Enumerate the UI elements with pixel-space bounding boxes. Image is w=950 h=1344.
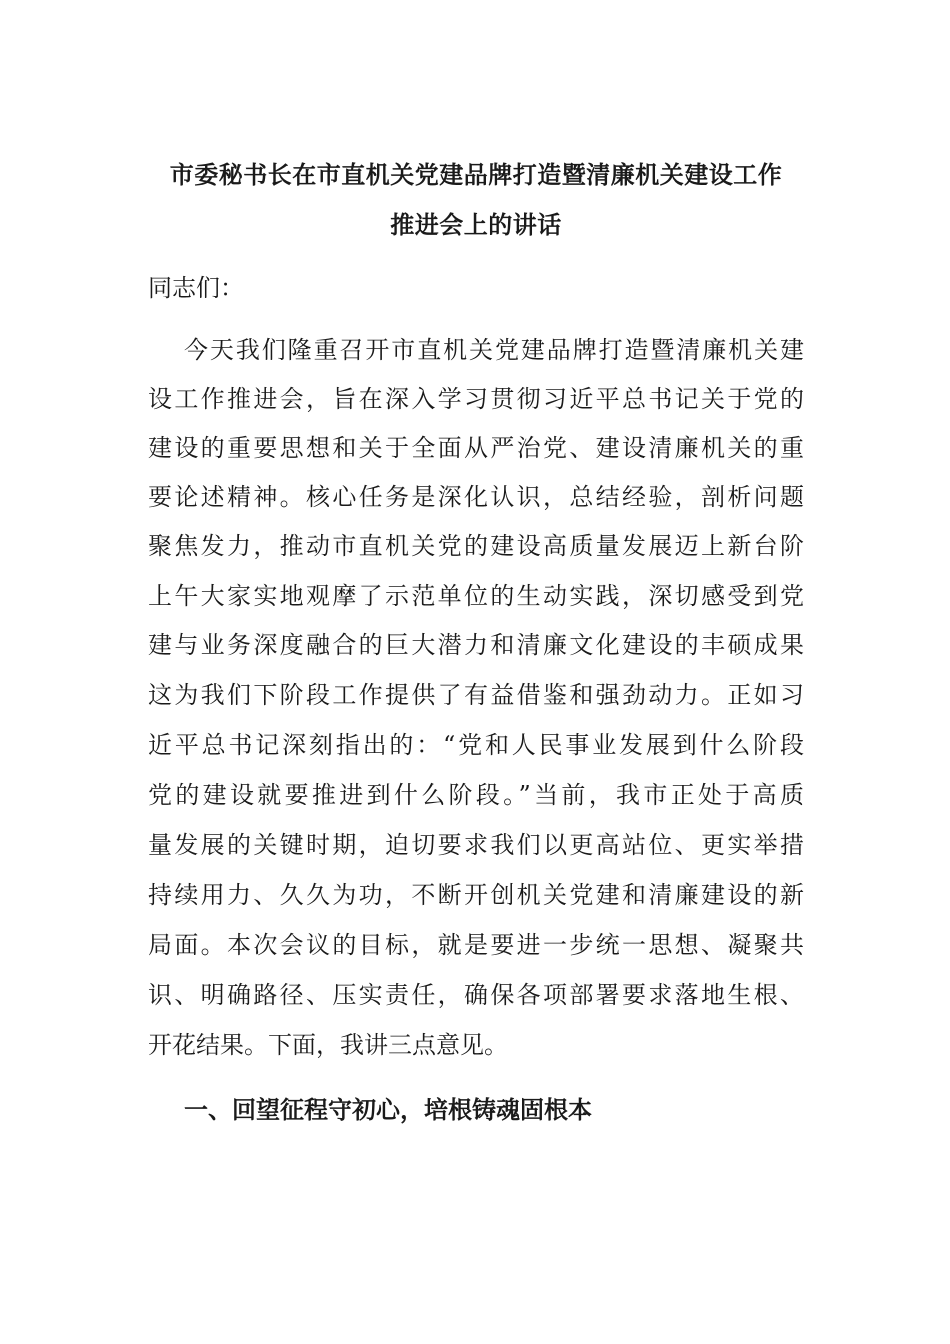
salutation: 同志们： xyxy=(148,274,244,302)
paragraph-line: 量发展的关键时期，迫切要求我们以更高站位、更实举措 xyxy=(148,831,804,859)
paragraph-line: 聚焦发力，推动市直机关党的建设高质量发展迈上新台阶 xyxy=(148,532,804,560)
paragraph-line: 今天我们隆重召开市直机关党建品牌打造暨清廉机关建 xyxy=(184,336,804,364)
paragraph-line: 局面。本次会议的目标，就是要进一步统一思想、凝聚共 xyxy=(148,931,804,959)
paragraph-line: 建与业务深度融合的巨大潜力和清廉文化建设的丰硕成果 xyxy=(148,631,804,659)
paragraph-line: 要论述精神。核心任务是深化认识，总结经验，剖析问题 xyxy=(148,483,804,511)
document-title-line-2: 推进会上的讲话 xyxy=(390,211,562,239)
document-title-line-1: 市委秘书长在市直机关党建品牌打造暨清廉机关建设工作 xyxy=(169,161,783,189)
paragraph-line: 上午大家实地观摩了示范单位的生动实践，深切感受到党 xyxy=(148,582,804,610)
paragraph-line: 建设的重要思想和关于全面从严治党、建设清廉机关的重 xyxy=(148,434,804,462)
paragraph-line: 设工作推进会，旨在深入学习贯彻习近平总书记关于党的 xyxy=(148,385,804,413)
paragraph-line: 党的建设就要推进到什么阶段。”当前，我市正处于高质 xyxy=(148,781,804,809)
paragraph-line: 持续用力、久久为功，不断开创机关党建和清廉建设的新 xyxy=(148,881,804,909)
paragraph-line: 这为我们下阶段工作提供了有益借鉴和强劲动力。正如习 xyxy=(148,681,804,709)
paragraph-line: 识、明确路径、压实责任，确保各项部署要求落地生根、 xyxy=(148,981,804,1009)
paragraph-line: 近平总书记深刻指出的：“党和人民事业发展到什么阶段 xyxy=(148,731,804,759)
paragraph-line: 开花结果。下面，我讲三点意见。 xyxy=(148,1031,508,1059)
section-heading: 一、回望征程守初心，培根铸魂固根本 xyxy=(184,1096,592,1124)
